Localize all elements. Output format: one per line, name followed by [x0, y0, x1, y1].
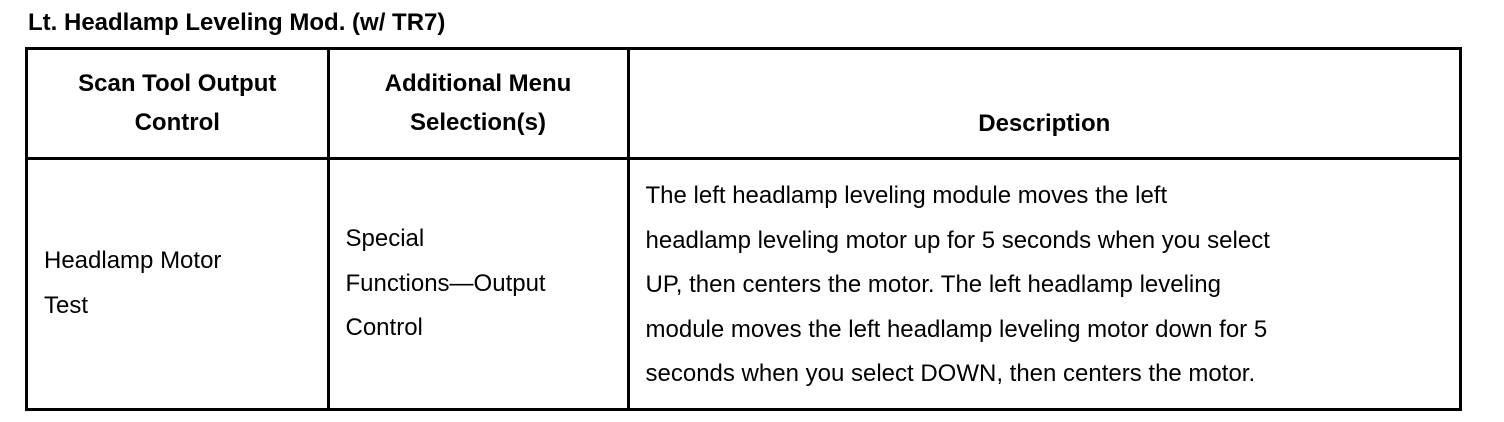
cell-text-line: seconds when you select DOWN, then centers the motor. [645, 360, 1256, 387]
cell-text-line: Test [44, 291, 89, 319]
table-row [28, 158, 1459, 408]
cell-text-line: headlamp leveling motor up for 5 seconds when you select [645, 226, 1270, 254]
table [28, 50, 1459, 408]
cell-text-line: module moves the left headlamp leveling motor down for 5 [645, 315, 1268, 343]
cell-menu-selection [328, 158, 628, 408]
cell-text-line: The left headlamp leveling module moves the left [645, 182, 1168, 209]
cell-text-line: UP, then centers the motor. The left headlamp leveling [645, 271, 1221, 298]
cell-text-line: Special [345, 225, 425, 252]
cell-text-line: Control [345, 314, 423, 341]
page-title: Lt. Headlamp Leveling Mod. (w/ TR7) [28, 9, 446, 36]
header-text-line: Description [978, 109, 1111, 137]
column-header-additional-menu-selections [328, 50, 628, 158]
header-text-line: Control [134, 109, 220, 137]
table-header-row [28, 50, 1459, 158]
cell-output-control [28, 158, 328, 408]
header-text-line: Additional Menu [384, 70, 572, 98]
cell-description [628, 158, 1459, 408]
column-header-description [628, 50, 1459, 158]
output-control-table [25, 47, 1462, 411]
header-text-line: Scan Tool Output [78, 70, 277, 98]
column-header-scan-tool-output-control [28, 50, 328, 158]
cell-text-line: Headlamp Motor [44, 247, 222, 275]
header-text-line: Selection(s) [409, 109, 547, 137]
cell-text-line: Functions—Output [345, 269, 546, 297]
